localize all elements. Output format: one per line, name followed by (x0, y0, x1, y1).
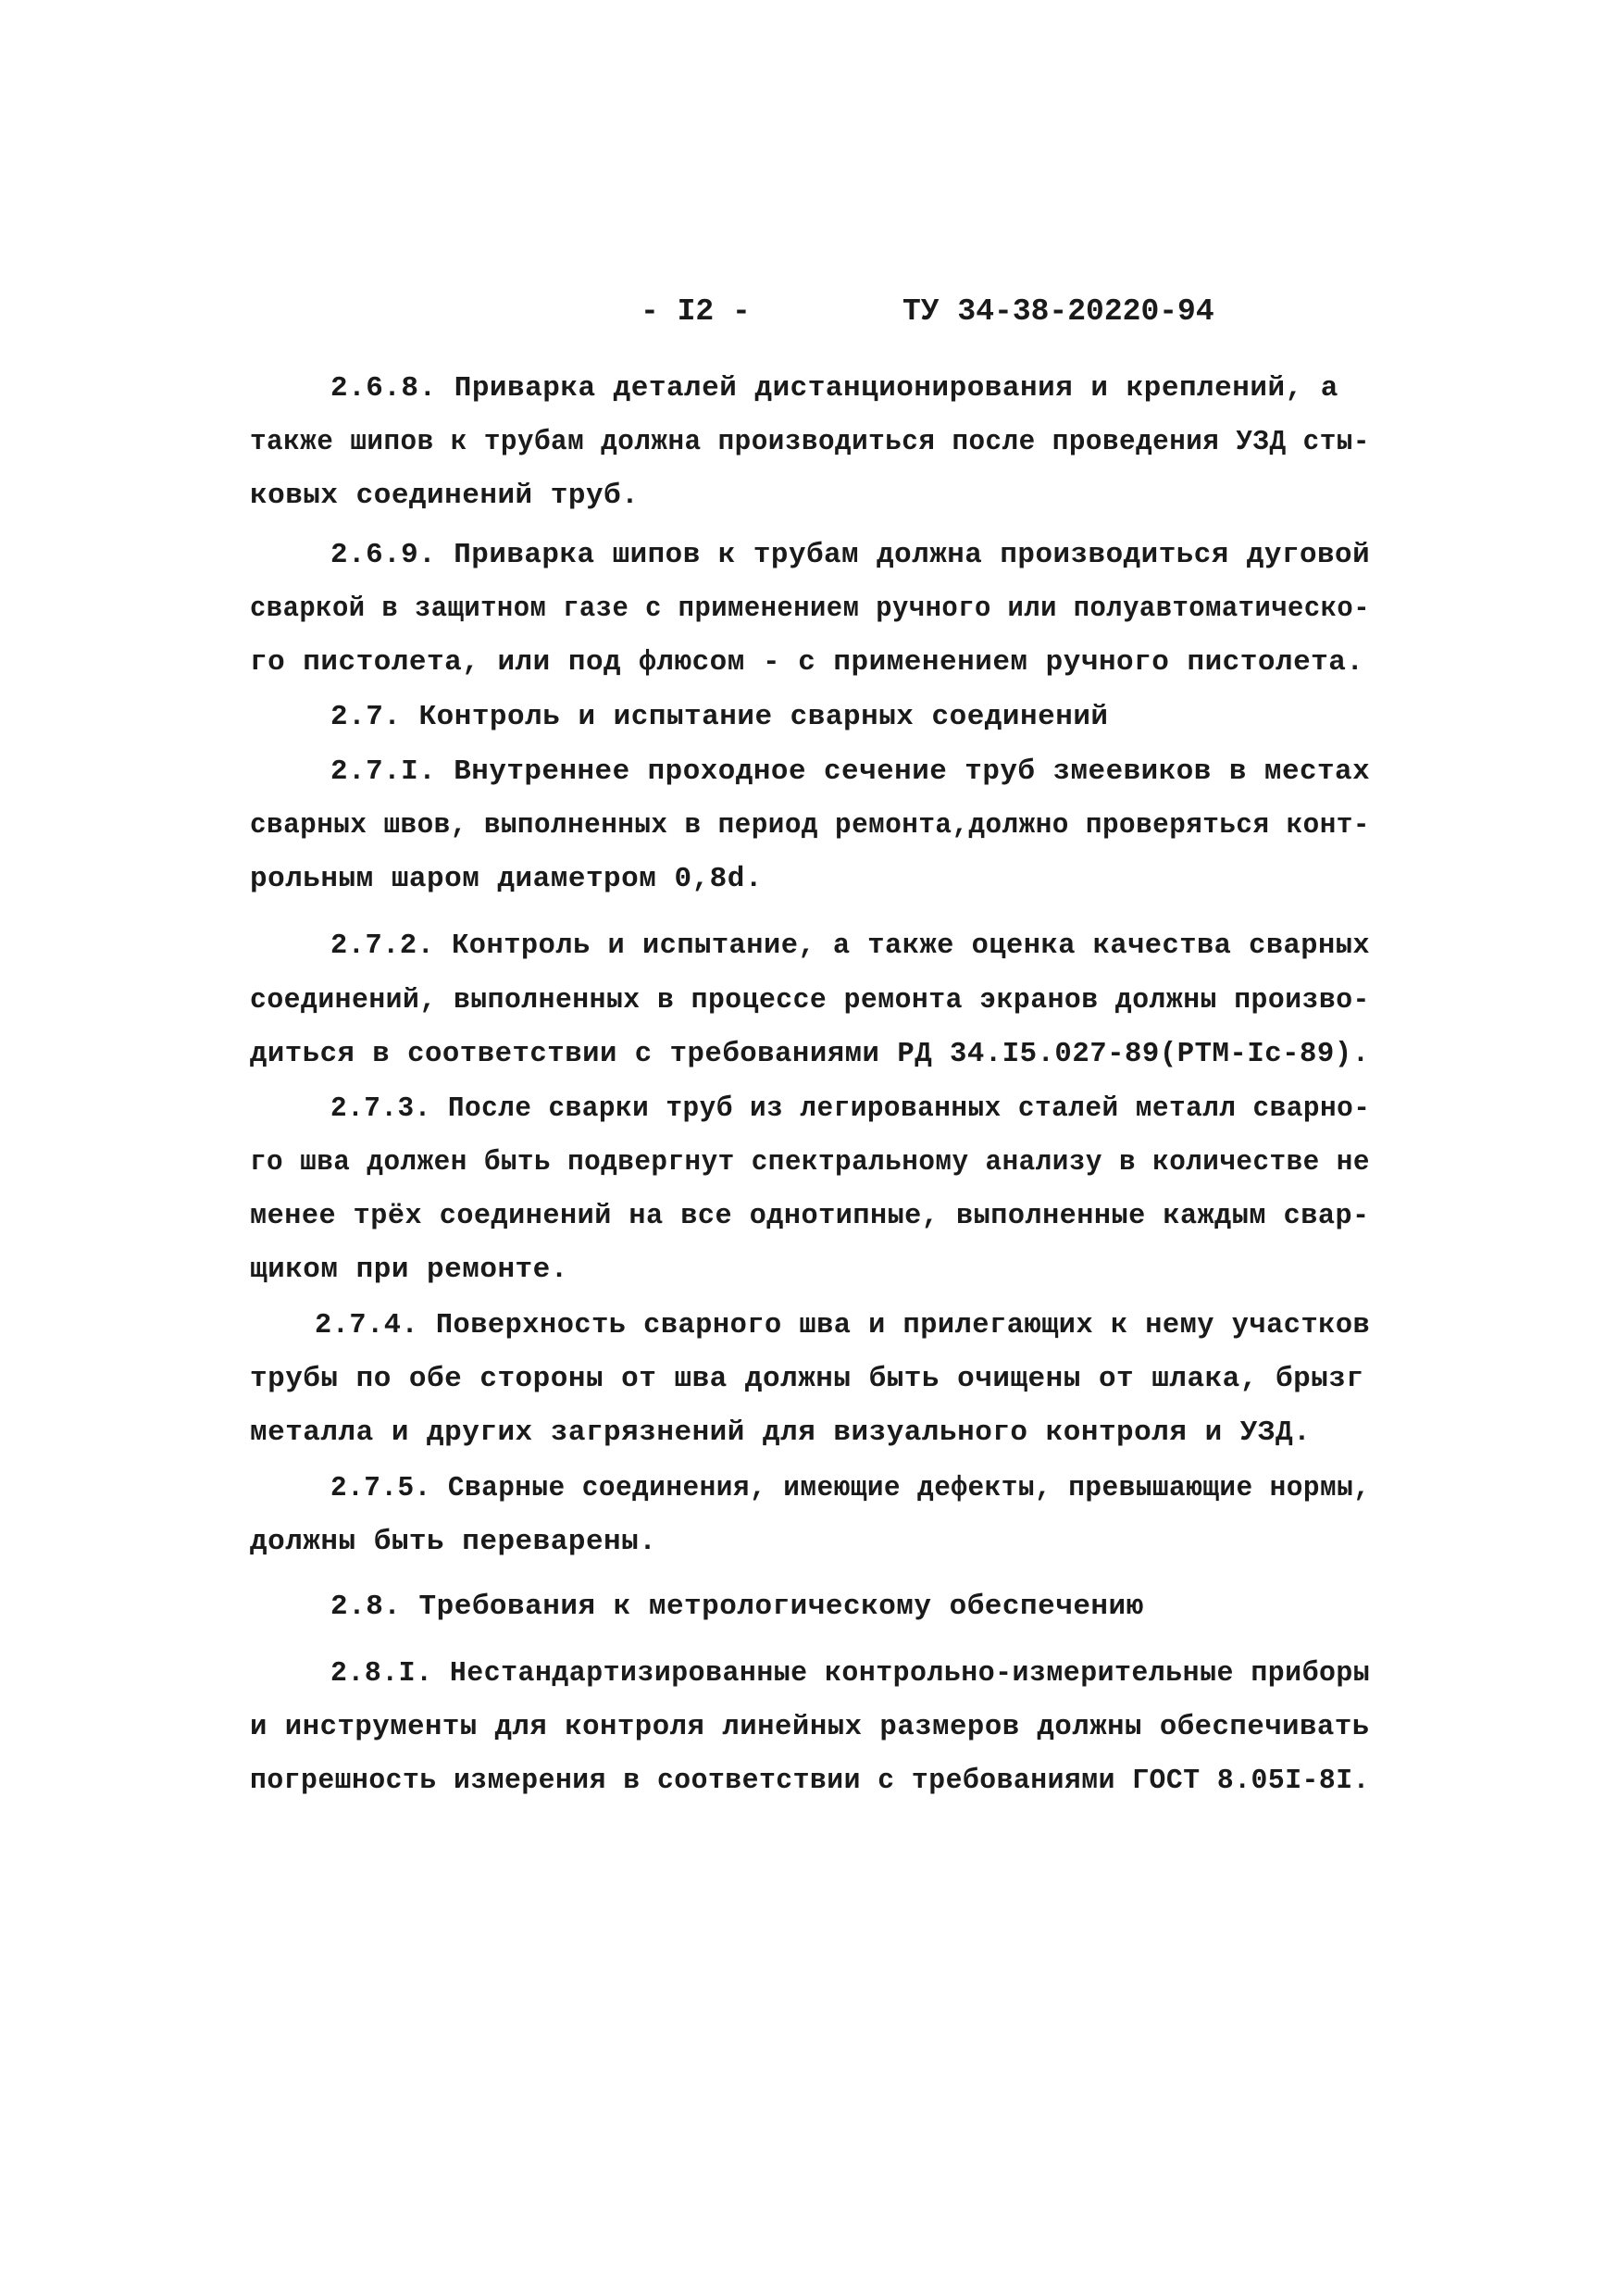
text-line: и инструменты для контроля линейных размеров должны обеспечивать (250, 1711, 1370, 1743)
page-number: - I2 - (641, 294, 751, 329)
section-heading: 2.8. Требования к метрологическому обеспечению (330, 1591, 1144, 1623)
text-line: 2.7.3. После сварки труб из легированных сталей металл сварно- (330, 1092, 1371, 1125)
text-line: 2.7.5. Сварные соединения, имеющие дефекты, превышающие нормы, (330, 1472, 1371, 1504)
text-line: 2.8.I. Нестандартизированные контрольно-измерительные приборы (330, 1657, 1371, 1690)
document-code: ТУ 34-38-20220-94 (902, 294, 1214, 329)
text-line: трубы по обе стороны от шва должны быть очищены от шлака, брызг (250, 1363, 1364, 1395)
text-line: 2.7.4. Поверхность сварного шва и прилегающих к нему участков (315, 1309, 1371, 1341)
text-line: сваркой в защитном газе с применением ручного или полуавтоматическо- (250, 593, 1371, 625)
text-line: соединений, выполненных в процессе ремонта экранов должны произво- (250, 984, 1370, 1017)
text-line: также шипов к трубам должна производиться после проведения УЗД сты- (250, 426, 1370, 458)
text-line: рольным шаром диаметром 0,8d. (250, 863, 763, 895)
text-line: погрешность измерения в соответствии с требованиями ГОСТ 8.05I-8I. (250, 1765, 1370, 1797)
text-line: 2.6.9. Приварка шипов к трубам должна производиться дуговой (330, 539, 1371, 571)
text-line: сварных швов, выполненных в период ремонта,должно проверяться конт- (250, 809, 1370, 842)
text-line: го шва должен быть подвергнут спектральному анализу в количестве не (250, 1146, 1370, 1179)
text-line: ковых соединений труб. (250, 480, 640, 512)
text-line: 2.7.I. Внутреннее проходное сечение труб змеевиков в местах (330, 755, 1371, 788)
page-header (0, 294, 1618, 341)
text-line: диться в соответствии с требованиями РД 34.I5.027-89(РТМ-Iс-89). (250, 1038, 1370, 1070)
text-line: менее трёх соединений на все однотипные, выполненные каждым свар- (250, 1200, 1370, 1232)
text-line: металла и других загрязнений для визуального контроля и УЗД. (250, 1416, 1312, 1449)
text-line: го пистолета, или под флюсом - с применением ручного пистолета. (250, 646, 1364, 679)
text-line: должны быть переварены. (250, 1526, 657, 1558)
text-line: щиком при ремонте. (250, 1254, 568, 1286)
text-line: 2.7.2. Контроль и испытание, а также оценка качества сварных (330, 930, 1371, 962)
text-line: 2.6.8. Приварка деталей дистанционирования и креплений, а (330, 372, 1338, 405)
section-heading: 2.7. Контроль и испытание сварных соединений (330, 701, 1109, 733)
